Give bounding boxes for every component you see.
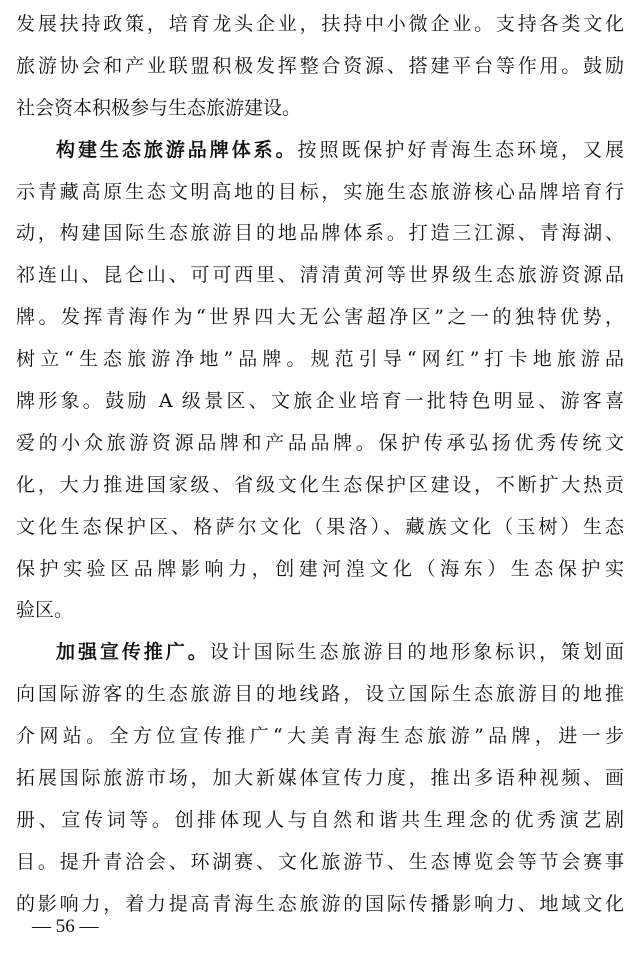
paragraph-2-line-12: 验区。 [16,599,74,622]
paragraph-2-first-line-text: 按照既保护好青海生态环境，又展 [297,138,624,161]
paragraph-2-line-4: 祁连山、昆仑山、可可西里、清清黄河等世界级生态旅游资源品 [16,264,624,287]
paragraph-2-line-2: 示青藏高原生态文明高地的目标，实施生态旅游核心品牌培育行 [16,180,624,203]
paragraph-3-line-3: 介网站。全方位宣传推广“大美青海生态旅游”品牌，进一步 [16,725,624,748]
paragraph-3-line-7: 的影响力，着力提高青海生态旅游的国际传播影响力、地域文化 [16,892,624,915]
paragraph-3-line-2: 向国际游客的生态旅游目的地线路，设立国际生态旅游目的地推 [16,683,624,706]
paragraph-1-line-3: 社会资本积极参与生态旅游建设。 [16,96,302,119]
paragraph-1-line-1: 发展扶持政策，培育龙头企业，扶持中小微企业。支持各类文化 [16,13,624,35]
paragraph-2-line-11: 保护实验区品牌影响力，创建河湟文化（海东）生态保护实 [16,557,624,580]
paragraph-3-line-6: 目。提升青洽会、环湖赛、文化旅游节、生态博览会等节会赛事 [16,850,624,873]
paragraph-2-line-7: 牌形象。鼓励 A 级景区、文旅企业培育一批特色明显、游客喜 [16,390,624,413]
paragraph-2-line-9: 化，大力推进国家级、省级文化生态保护区建设，不断扩大热贡 [16,473,624,496]
paragraph-2-line-8: 爱的小众旅游资源品牌和产品品牌。保护传承弘扬优秀传统文 [16,431,624,454]
paragraph-3-heading: 加强宣传推广。 [56,641,210,664]
paragraph-3-line-1 [16,632,624,674]
paragraph-3-line-4: 拓展国际旅游市场，加大新媒体宣传力度，推出多语种视频、画 [16,767,624,790]
paragraph-2-line-3: 动，构建国际生态旅游目的地品牌体系。打造三江源、青海湖、 [16,222,624,245]
paragraph-1-line-2: 旅游协会和产业联盟积极发挥整合资源、搭建平台等作用。鼓励 [16,54,624,77]
page-number: — 56 — [32,916,99,937]
paragraph-3-line-5: 册、宣传词等。创排体现人与自然和谐共生理念的优秀演艺剧 [16,808,624,831]
paragraph-2-line-5: 牌。发挥青海作为“世界四大无公害超净区”之一的独特优势， [16,306,624,329]
paragraph-2-line-1 [16,130,624,172]
paragraph-3-first-line-text: 设计国际生态旅游目的地形象标识，策划面 [209,641,624,664]
body-text [16,4,624,926]
paragraph-2-heading: 构建生态旅游品牌体系。 [56,138,298,161]
paragraph-2-line-6: 树立“生态旅游净地”品牌。规范引导“网红”打卡地旅游品 [16,348,624,371]
paragraph-2-line-10: 文化生态保护区、格萨尔文化（果洛）、藏族文化（玉树）生态 [16,515,624,538]
